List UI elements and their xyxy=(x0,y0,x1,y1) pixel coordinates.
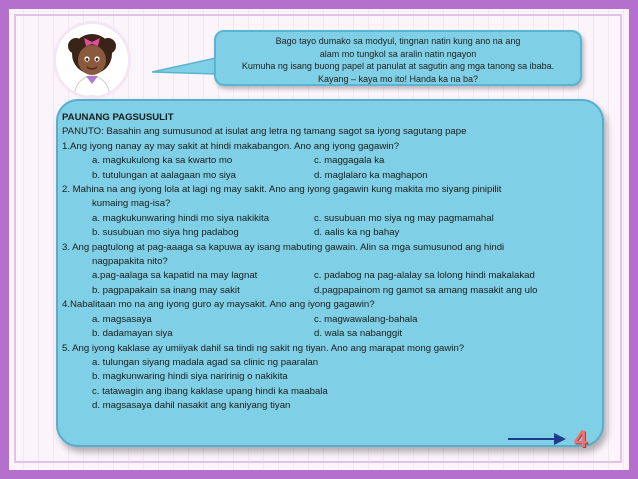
choice-c: c. maggagala ka xyxy=(314,155,385,167)
question-2: 2. Mahina na ang iyong lola at lagi ng may sakit. Ano ang iyong gagawin kung makita mo siyang pinipilit xyxy=(62,184,502,196)
bubble-line: Bago tayo dumako sa modyul, tingnan natin kung ano na ang xyxy=(275,36,521,46)
choice-d: d. magsasaya dahil nasakit ang kaniyang tiyan xyxy=(92,400,291,412)
choice-b: b. magkunwaring hindi siya naririnig o nakikita xyxy=(92,371,288,383)
choice-b: b. dadamayan siya xyxy=(92,328,173,340)
choice-b: b. susubuan mo siya hng padabog xyxy=(92,227,239,239)
question-5: 5. Ang iyong kaklase ay umiiyak dahil sa tindi ng sakit ng tiyan. Ano ang marapat mong gawin? xyxy=(62,342,465,354)
right-arrow-icon[interactable] xyxy=(508,430,568,448)
choice-a: a. magkukunwaring hindi mo siya nakikita xyxy=(92,212,270,224)
choice-b: b. pagpapakain sa inang may sakit xyxy=(92,284,240,296)
choice-row xyxy=(62,169,598,183)
choice-a: a.pag-aalaga sa kapatid na may lagnat xyxy=(92,270,258,282)
page-number: 4 xyxy=(574,426,588,453)
choice-row xyxy=(62,269,598,283)
choice-c: c. magwawalang-bahala xyxy=(314,313,418,325)
choice-row xyxy=(62,154,598,168)
choice-a: a. magsasaya xyxy=(92,313,152,325)
speech-bubble-tail xyxy=(150,52,220,82)
choice-a: a. tulungan siyang madala agad sa clinic ng paaralan xyxy=(92,356,319,368)
choice-d: d. wala sa nabanggit xyxy=(314,328,403,340)
question-3: 3. Ang pagtulong at pag-aaaga sa kapuwa ay isang mabuting gawain. Alin sa mga sumusunod ang hindi xyxy=(62,241,505,253)
bubble-line: Kumuha ng isang buong papel at panulat at sagutin ang mga tanong sa ibaba. xyxy=(241,61,555,71)
choice-c: c. padabog na pag-alalay sa lolong hindi makalakad xyxy=(314,270,535,282)
choice-c: c. tatawagin ang ibang kaklase upang hindi ka maabala xyxy=(92,385,328,397)
question-2-cont: kumaing mag-isa? xyxy=(92,198,171,210)
bubble-line: alam mo tungkol sa aralin natin ngayon xyxy=(319,48,477,59)
bubble-line: Kayang – kaya mo ito! Handa ka na ba? xyxy=(317,73,479,84)
character-avatar-icon xyxy=(56,24,128,96)
choice-row xyxy=(62,226,598,240)
quiz-instructions: PANUTO: Basahin ang sumusunod at isulat ang letra ng tamang sagot sa iyong sagutang pape xyxy=(62,126,467,138)
choice-c: c. susubuan mo siya ng may pagmamahal xyxy=(314,212,494,224)
quiz-title: PAUNANG PAGSUSULIT xyxy=(62,112,174,123)
question-4: 4.Nabalitaan mo na ang iyong guro ay maysakit. Ano ang iyong gagawin? xyxy=(62,299,375,311)
choice-a: a. magkukulong ka sa kwarto mo xyxy=(92,155,233,167)
choice-d: d.pagpapainom ng gamot sa amang masakit ang ulo xyxy=(314,284,538,296)
choice-row xyxy=(62,327,598,341)
quiz-panel xyxy=(56,99,604,447)
choice-row xyxy=(62,284,598,298)
choice-d: d. aalis ka ng bahay xyxy=(314,227,400,239)
question-3-cont: nagpapakita nito? xyxy=(92,256,168,268)
choice-d: d. maglalaro ka maghapon xyxy=(314,169,428,181)
question-1: 1.Ang iyong nanay ay may sakit at hindi makabangon. Ano ang iyong gagawin? xyxy=(62,140,400,152)
choice-row xyxy=(62,212,598,226)
choice-row xyxy=(62,313,598,327)
speech-bubble xyxy=(214,30,582,86)
choice-b: b. tutulungan at aalagaan mo siya xyxy=(92,169,237,181)
